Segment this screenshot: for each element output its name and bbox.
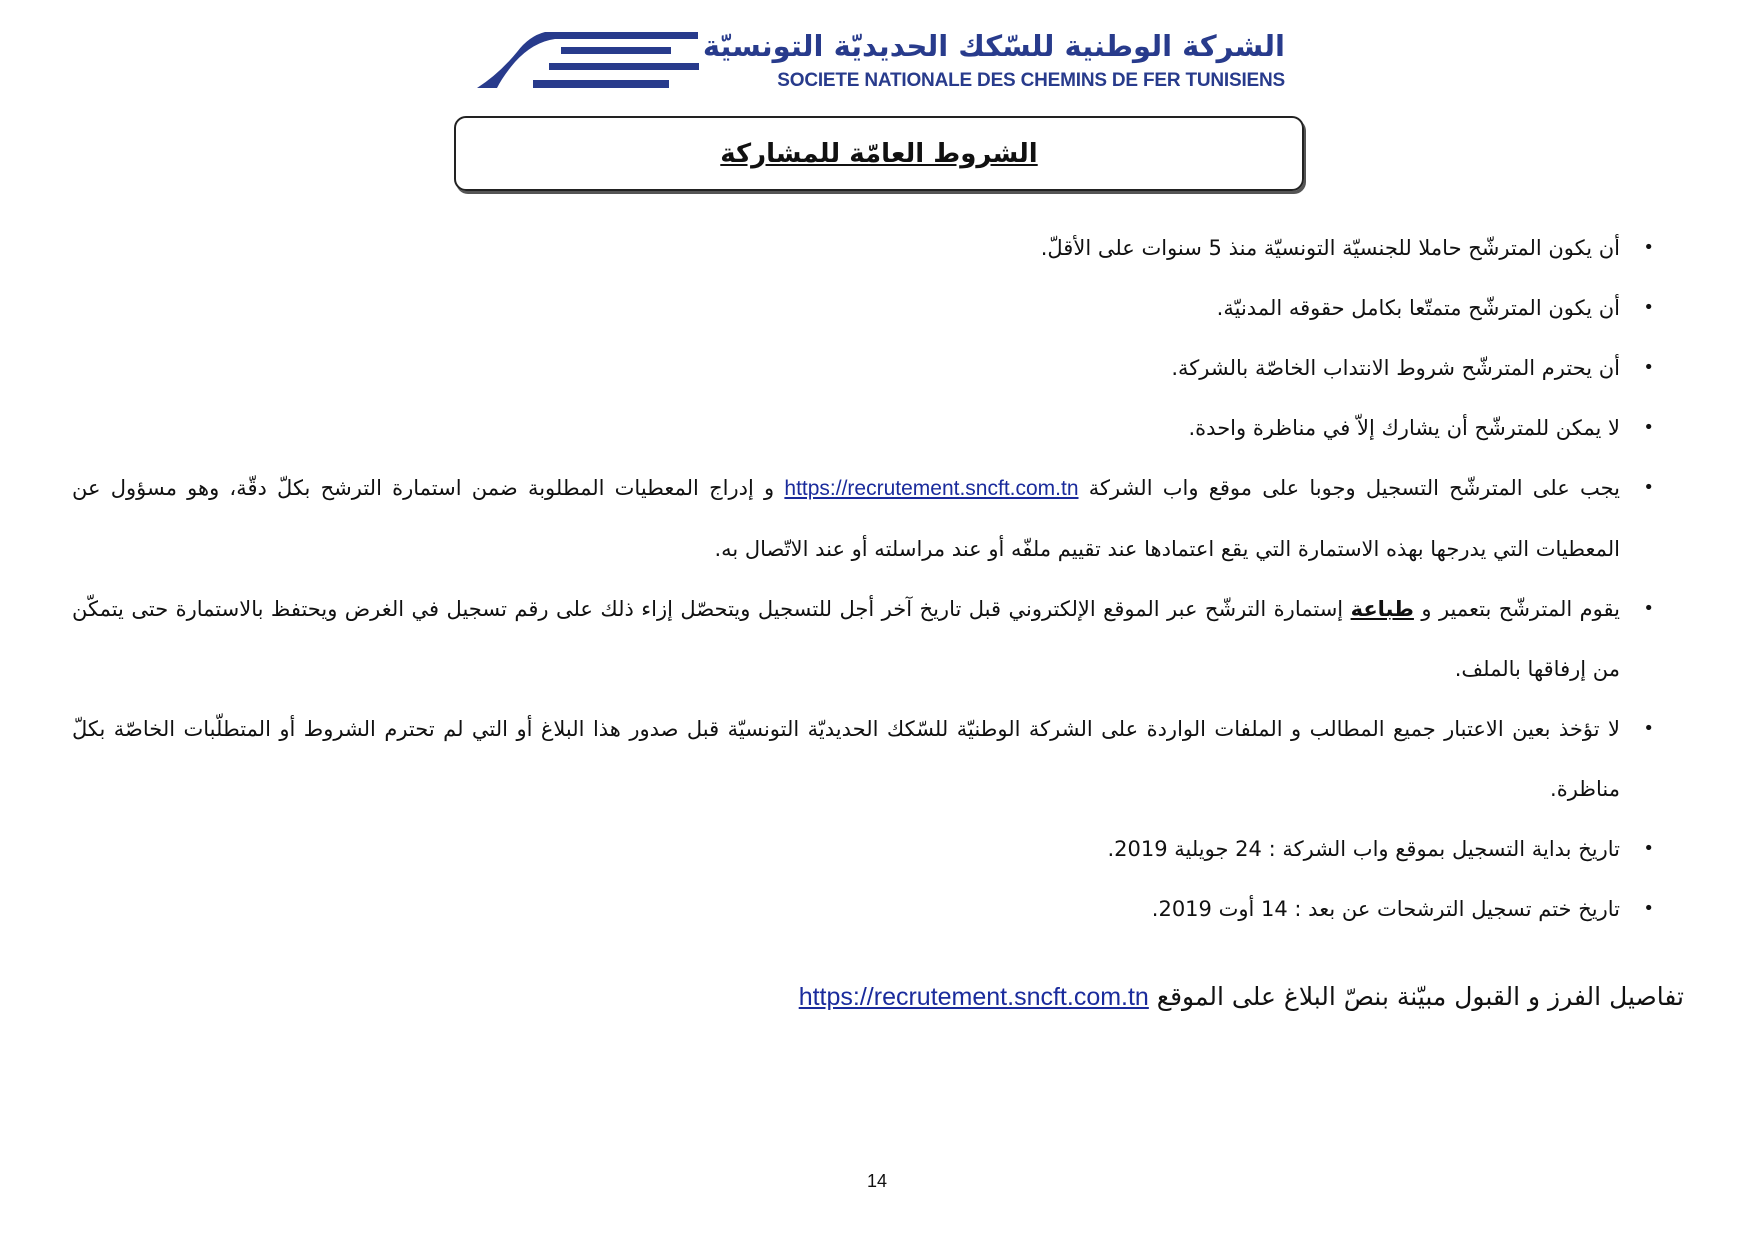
document-header	[475, 26, 1285, 98]
list-item	[72, 458, 1654, 579]
bullet-icon: •	[1643, 477, 1654, 498]
condition-text: تاريخ ختم تسجيل الترشحات عن بعد : 14 أوت 2019.	[1151, 897, 1620, 921]
print-emphasis: طباعة	[1350, 597, 1414, 621]
condition-text: لا يمكن للمترشّح أن يشارك إلاّ في مناظرة واحدة.	[1188, 416, 1620, 440]
list-item	[72, 819, 1654, 879]
page-number: 14	[866, 1171, 888, 1191]
org-name-arabic: الشركة الوطنية للسّكك الحديديّة التونسيّة	[702, 29, 1285, 63]
bullet-icon: •	[1643, 898, 1654, 919]
sncft-logo-icon	[475, 30, 703, 92]
condition-text: لا تؤخذ بعين الاعتبار جميع المطالب و الملفات الواردة على الشركة الوطنيّة للسّكك الحديديّة التونسيّة قبل صدور هذا البلاغ أو التي لم تحترم الشروط أو المتطلّبات الخاصّة بكلّ مناظرة.	[72, 717, 1620, 801]
bullet-icon: •	[1643, 838, 1654, 859]
bullet-icon: •	[1643, 718, 1654, 739]
title-box	[454, 116, 1304, 191]
list-item	[72, 699, 1654, 819]
list-item	[72, 338, 1654, 398]
bullet-icon: •	[1643, 357, 1654, 378]
list-item	[72, 398, 1654, 458]
footer-note	[799, 982, 1684, 1012]
footer-link[interactable]: https://recrutement.sncft.com.tn	[798, 983, 1149, 1011]
org-name-french: SOCIETE NATIONALE DES CHEMINS DE FER TUNISIENS	[777, 70, 1285, 91]
bullet-icon: •	[1643, 417, 1654, 438]
page-title: الشروط العامّة للمشاركة	[720, 138, 1038, 169]
condition-text: أن يكون المترشّح متمتّعا بكامل حقوقه المدنيّة.	[1216, 296, 1620, 320]
bullet-icon: •	[1643, 237, 1654, 258]
condition-text: أن يكون المترشّح حاملا للجنسيّة التونسيّة منذ 5 سنوات على الأقلّ.	[1040, 236, 1620, 260]
list-item	[72, 579, 1654, 699]
bullet-icon: •	[1643, 598, 1654, 619]
condition-text: تاريخ بداية التسجيل بموقع واب الشركة : 24 جويلية 2019.	[1107, 837, 1620, 861]
list-item	[72, 278, 1654, 338]
condition-text: أن يحترم المترشّح شروط الانتداب الخاصّة بالشركة.	[1171, 356, 1620, 380]
footer-text: تفاصيل الفرز و القبول مبيّنة بنصّ البلاغ على الموقع	[1156, 982, 1684, 1011]
bullet-icon: •	[1643, 297, 1654, 318]
condition-text-before: يجب على المترشّح التسجيل وجوبا على موقع واب الشركة	[1088, 476, 1621, 500]
list-item	[72, 218, 1654, 278]
recruitment-link[interactable]: https://recrutement.sncft.com.tn	[784, 477, 1079, 500]
condition-text-before: يقوم المترشّح بتعمير و	[1421, 597, 1620, 621]
condition-text-after: إستمارة الترشّح عبر الموقع الإلكتروني قبل تاريخ آخر أجل للتسجيل ويتحصّل إزاء ذلك على رقم تسجيل في الغرض ويحتفظ بالاستمارة حتى يتمكّن من إرفاقها بالملف.	[72, 597, 1620, 681]
conditions-list	[72, 218, 1702, 939]
list-item	[72, 879, 1654, 939]
condition-text-after: و إدراج المعطيات المطلوبة ضمن استمارة الترشح بكلّ دقّة، وهو مسؤول عن المعطيات التي يدرجها بهذه الاستمارة التي يقع اعتمادها عند تقييم ملفّه أو عند مراسلته أو عند الاتّصال به.	[72, 476, 1620, 561]
